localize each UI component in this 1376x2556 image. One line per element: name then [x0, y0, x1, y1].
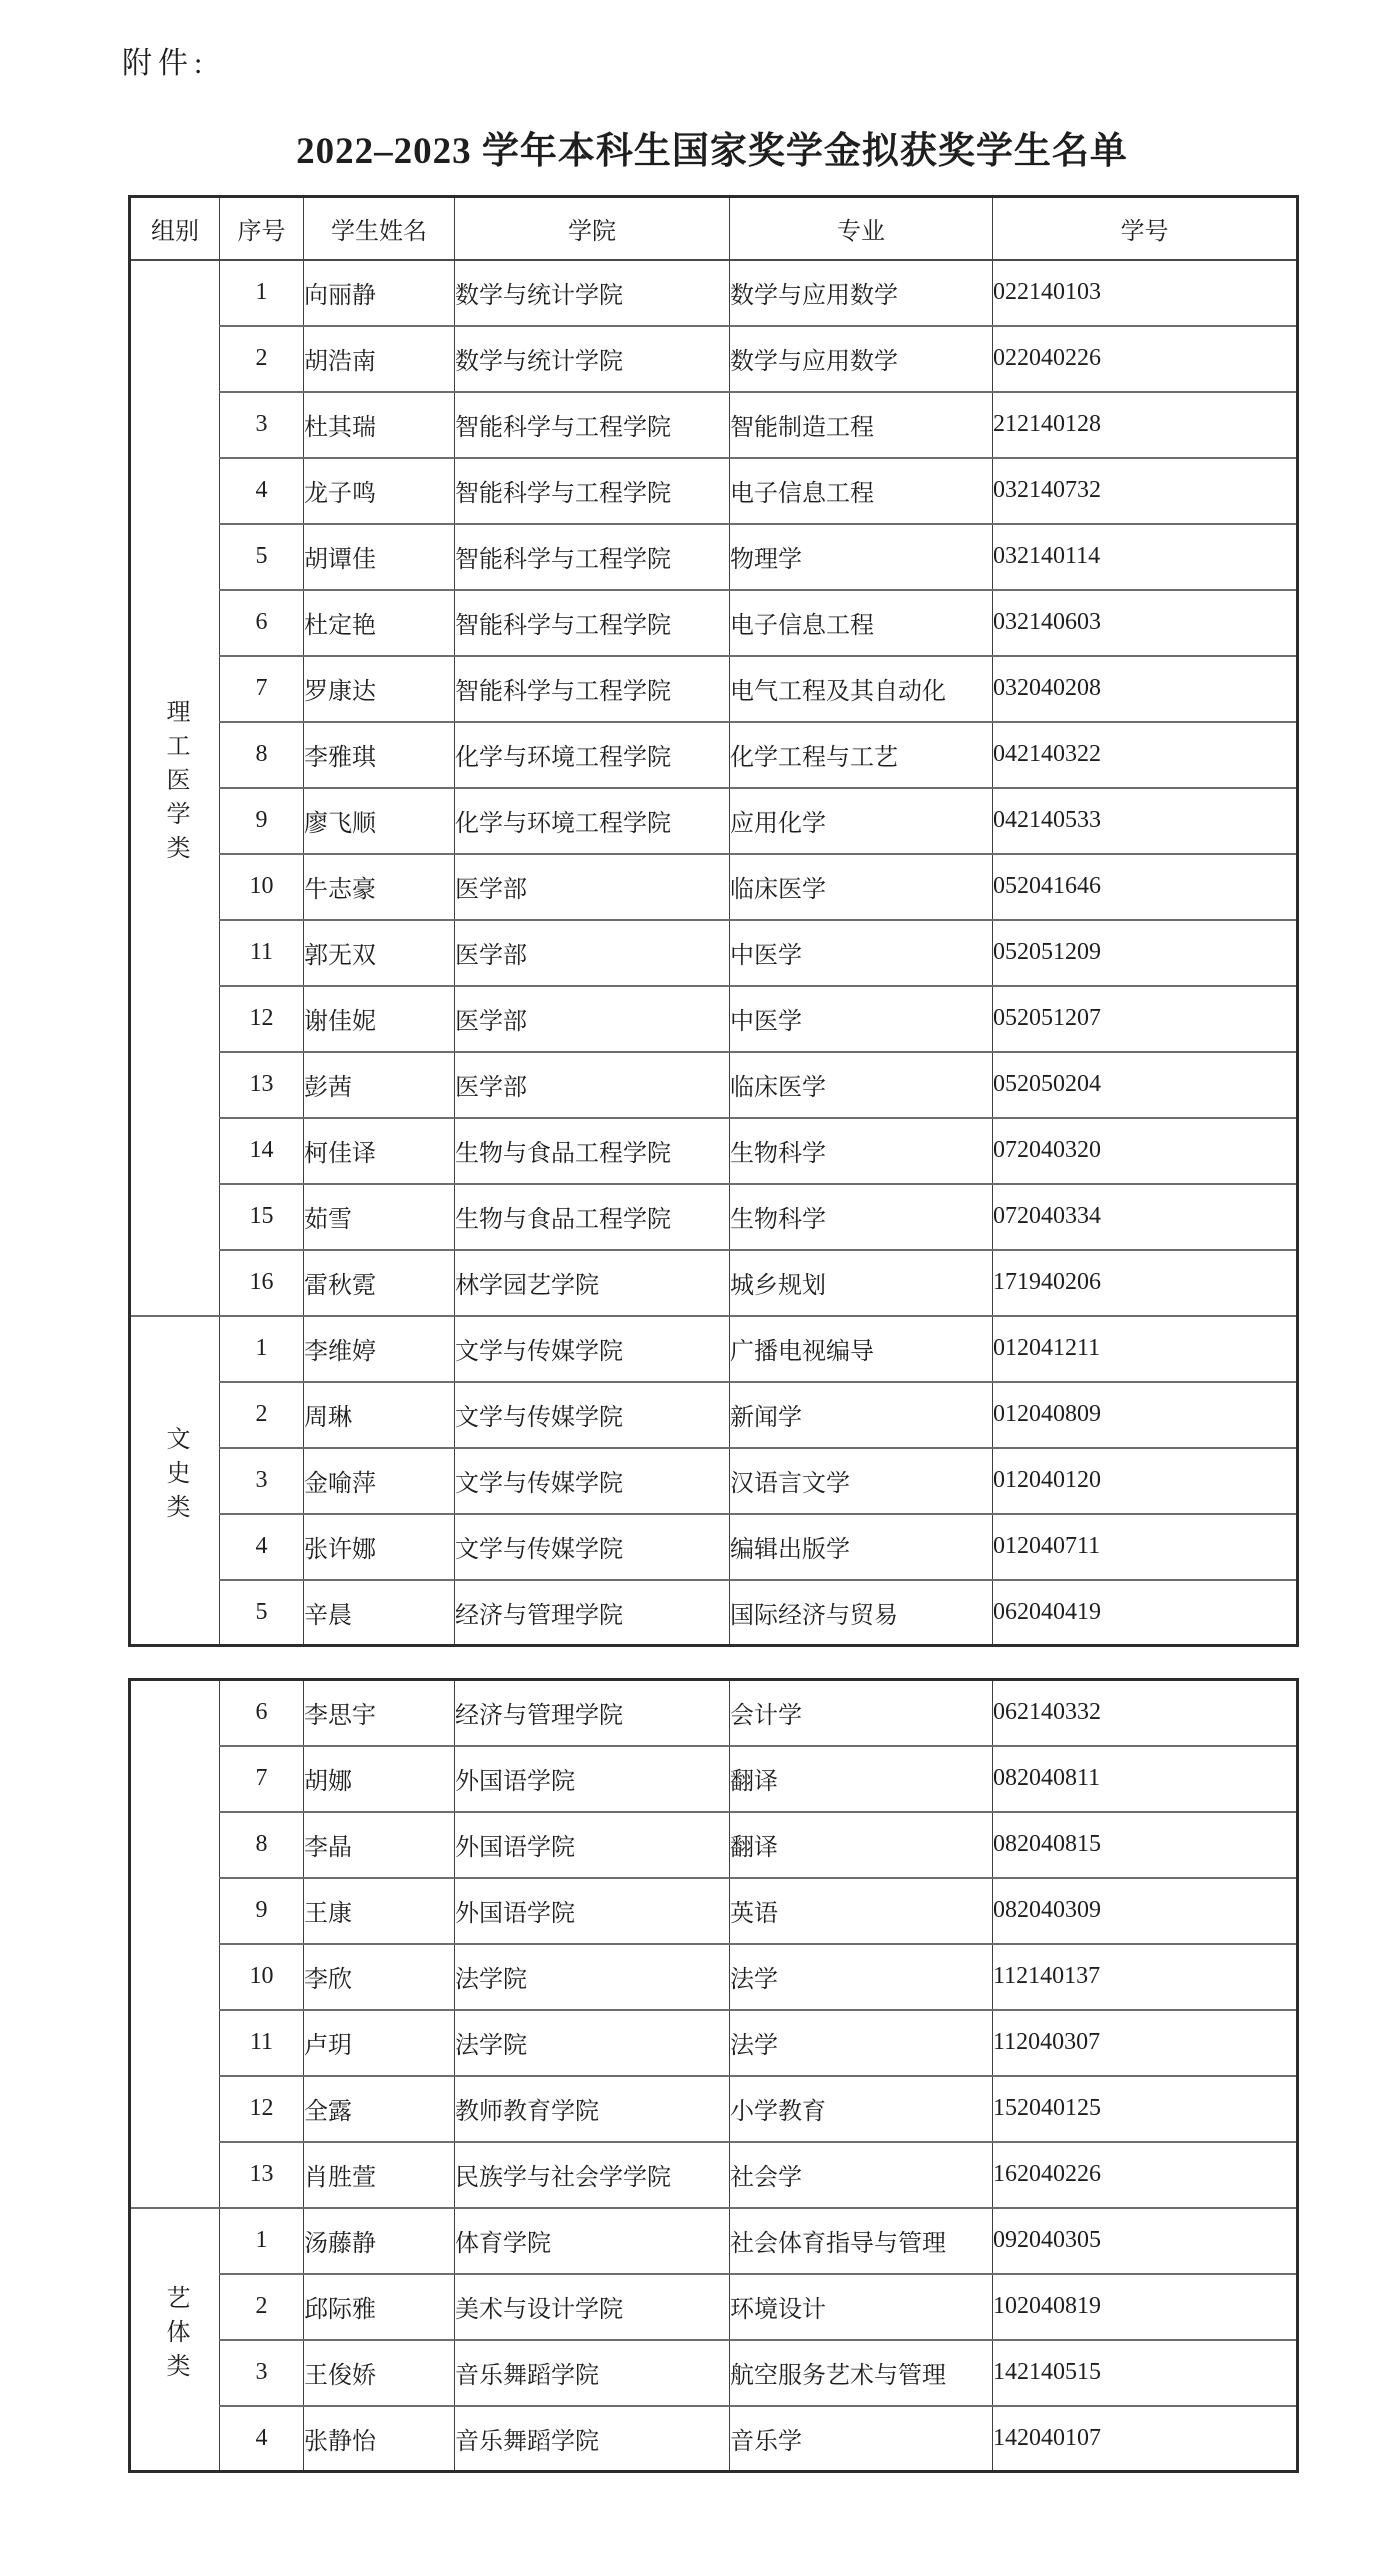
table-row: [130, 722, 1298, 788]
student-name-cell: 李晶: [304, 1812, 455, 1878]
major-cell: 电气工程及其自动化: [730, 656, 993, 722]
index-cell: 4: [220, 458, 304, 524]
student-name-cell: 谢佳妮: [304, 986, 455, 1052]
major-cell: 中医学: [730, 920, 993, 986]
column-header: 学号: [993, 197, 1298, 260]
student-id-cell: 012040809: [993, 1382, 1298, 1448]
college-cell: 音乐舞蹈学院: [455, 2406, 730, 2472]
student-name-cell: 杜定艳: [304, 590, 455, 656]
table-row: [130, 1052, 1298, 1118]
table-row: [130, 2076, 1298, 2142]
college-cell: 文学与传媒学院: [455, 1448, 730, 1514]
college-cell: 医学部: [455, 986, 730, 1052]
attachment-label: 附件:: [122, 47, 209, 80]
major-cell: 翻译: [730, 1812, 993, 1878]
scholarship-table-1: [128, 195, 1299, 1647]
table-row: [130, 656, 1298, 722]
index-cell: 12: [220, 986, 304, 1052]
college-cell: 外国语学院: [455, 1812, 730, 1878]
student-name-cell: 肖胜萱: [304, 2142, 455, 2208]
major-cell: 法学: [730, 1944, 993, 2010]
student-id-cell: 022140103: [993, 260, 1298, 326]
table-row: [130, 1250, 1298, 1316]
major-cell: 新闻学: [730, 1382, 993, 1448]
student-name-cell: 胡浩南: [304, 326, 455, 392]
college-cell: 医学部: [455, 920, 730, 986]
group-label: 理工医学类: [162, 699, 188, 869]
major-cell: 翻译: [730, 1746, 993, 1812]
student-name-cell: 罗康达: [304, 656, 455, 722]
student-name-cell: 邱际雅: [304, 2274, 455, 2340]
college-cell: 化学与环境工程学院: [455, 722, 730, 788]
student-name-cell: 张许娜: [304, 1514, 455, 1580]
major-cell: 生物科学: [730, 1118, 993, 1184]
table-row: [130, 524, 1298, 590]
college-cell: 数学与统计学院: [455, 326, 730, 392]
student-id-cell: 062040419: [993, 1580, 1298, 1646]
college-cell: 外国语学院: [455, 1746, 730, 1812]
column-header: 学院: [455, 197, 730, 260]
college-cell: 智能科学与工程学院: [455, 590, 730, 656]
student-id-cell: 032140603: [993, 590, 1298, 656]
index-cell: 12: [220, 2076, 304, 2142]
college-cell: 文学与传媒学院: [455, 1514, 730, 1580]
index-cell: 8: [220, 1812, 304, 1878]
table-row: [130, 1316, 1298, 1382]
student-id-cell: 082040815: [993, 1812, 1298, 1878]
table-row: [130, 590, 1298, 656]
table-row: [130, 788, 1298, 854]
table-row: [130, 1448, 1298, 1514]
table-row: [130, 326, 1298, 392]
college-cell: 法学院: [455, 2010, 730, 2076]
college-cell: 音乐舞蹈学院: [455, 2340, 730, 2406]
index-cell: 4: [220, 2406, 304, 2472]
major-cell: 音乐学: [730, 2406, 993, 2472]
table-row: [130, 2340, 1298, 2406]
major-cell: 编辑出版学: [730, 1514, 993, 1580]
major-cell: 临床医学: [730, 854, 993, 920]
student-id-cell: 032140732: [993, 458, 1298, 524]
major-cell: 物理学: [730, 524, 993, 590]
student-name-cell: 金喻萍: [304, 1448, 455, 1514]
group-cell: [130, 1680, 220, 2208]
student-name-cell: 杜其瑞: [304, 392, 455, 458]
major-cell: 数学与应用数学: [730, 260, 993, 326]
major-cell: 临床医学: [730, 1052, 993, 1118]
major-cell: 广播电视编导: [730, 1316, 993, 1382]
page-title: 2022–2023 学年本科生国家奖学金拟获奖学生名单: [296, 131, 1128, 172]
student-name-cell: 王康: [304, 1878, 455, 1944]
student-name-cell: 张静怡: [304, 2406, 455, 2472]
college-cell: 法学院: [455, 1944, 730, 2010]
index-cell: 2: [220, 2274, 304, 2340]
index-cell: 6: [220, 590, 304, 656]
college-cell: 文学与传媒学院: [455, 1316, 730, 1382]
student-name-cell: 廖飞顺: [304, 788, 455, 854]
student-name-cell: 龙子鸣: [304, 458, 455, 524]
index-cell: 1: [220, 2208, 304, 2274]
student-name-cell: 向丽静: [304, 260, 455, 326]
table-row: [130, 854, 1298, 920]
student-name-cell: 茹雪: [304, 1184, 455, 1250]
table-row: [130, 2274, 1298, 2340]
table-row: [130, 392, 1298, 458]
table-row: [130, 1812, 1298, 1878]
college-cell: 智能科学与工程学院: [455, 656, 730, 722]
student-name-cell: 牛志豪: [304, 854, 455, 920]
table-row: [130, 1118, 1298, 1184]
student-name-cell: 李思宇: [304, 1680, 455, 1746]
table-row: [130, 1580, 1298, 1646]
student-name-cell: 郭无双: [304, 920, 455, 986]
table-row: [130, 1746, 1298, 1812]
student-id-cell: 102040819: [993, 2274, 1298, 2340]
major-cell: 会计学: [730, 1680, 993, 1746]
column-header: 序号: [220, 197, 304, 260]
column-header: 专业: [730, 197, 993, 260]
index-cell: 1: [220, 260, 304, 326]
college-cell: 民族学与社会学学院: [455, 2142, 730, 2208]
table-row: [130, 2142, 1298, 2208]
column-header: 组别: [130, 197, 220, 260]
student-id-cell: 142140515: [993, 2340, 1298, 2406]
major-cell: 化学工程与工艺: [730, 722, 993, 788]
group-cell: [130, 2208, 220, 2472]
index-cell: 13: [220, 1052, 304, 1118]
student-name-cell: 彭茜: [304, 1052, 455, 1118]
student-id-cell: 062140332: [993, 1680, 1298, 1746]
index-cell: 3: [220, 392, 304, 458]
major-cell: 航空服务艺术与管理: [730, 2340, 993, 2406]
major-cell: 汉语言文学: [730, 1448, 993, 1514]
major-cell: 国际经济与贸易: [730, 1580, 993, 1646]
student-id-cell: 042140533: [993, 788, 1298, 854]
college-cell: 经济与管理学院: [455, 1680, 730, 1746]
major-cell: 社会学: [730, 2142, 993, 2208]
college-cell: 经济与管理学院: [455, 1580, 730, 1646]
index-cell: 9: [220, 788, 304, 854]
index-cell: 2: [220, 1382, 304, 1448]
student-id-cell: 112140137: [993, 1944, 1298, 2010]
student-id-cell: 212140128: [993, 392, 1298, 458]
index-cell: 5: [220, 1580, 304, 1646]
college-cell: 文学与传媒学院: [455, 1382, 730, 1448]
index-cell: 15: [220, 1184, 304, 1250]
student-id-cell: 152040125: [993, 2076, 1298, 2142]
student-name-cell: 周琳: [304, 1382, 455, 1448]
college-cell: 体育学院: [455, 2208, 730, 2274]
index-cell: 7: [220, 656, 304, 722]
student-name-cell: 李雅琪: [304, 722, 455, 788]
table-row: [130, 920, 1298, 986]
student-name-cell: 李维婷: [304, 1316, 455, 1382]
table-row: [130, 1680, 1298, 1746]
index-cell: 10: [220, 854, 304, 920]
student-name-cell: 辛晨: [304, 1580, 455, 1646]
index-cell: 5: [220, 524, 304, 590]
major-cell: 智能制造工程: [730, 392, 993, 458]
college-cell: 生物与食品工程学院: [455, 1118, 730, 1184]
college-cell: 数学与统计学院: [455, 260, 730, 326]
major-cell: 电子信息工程: [730, 590, 993, 656]
student-name-cell: 雷秋霓: [304, 1250, 455, 1316]
index-cell: 2: [220, 326, 304, 392]
student-name-cell: 王俊娇: [304, 2340, 455, 2406]
student-id-cell: 012040120: [993, 1448, 1298, 1514]
student-id-cell: 171940206: [993, 1250, 1298, 1316]
student-id-cell: 052041646: [993, 854, 1298, 920]
group-label: 文史类: [162, 1425, 188, 1528]
student-id-cell: 052051209: [993, 920, 1298, 986]
index-cell: 7: [220, 1746, 304, 1812]
student-name-cell: 柯佳译: [304, 1118, 455, 1184]
student-name-cell: 胡娜: [304, 1746, 455, 1812]
major-cell: 社会体育指导与管理: [730, 2208, 993, 2274]
college-cell: 美术与设计学院: [455, 2274, 730, 2340]
scholarship-table-2: [128, 1678, 1299, 2473]
group-cell: [130, 260, 220, 1316]
student-name-cell: 汤藤静: [304, 2208, 455, 2274]
index-cell: 3: [220, 1448, 304, 1514]
index-cell: 11: [220, 2010, 304, 2076]
index-cell: 10: [220, 1944, 304, 2010]
student-id-cell: 012040711: [993, 1514, 1298, 1580]
index-cell: 11: [220, 920, 304, 986]
index-cell: 9: [220, 1878, 304, 1944]
student-id-cell: 072040334: [993, 1184, 1298, 1250]
college-cell: 医学部: [455, 854, 730, 920]
student-id-cell: 032140114: [993, 524, 1298, 590]
table-row: [130, 2208, 1298, 2274]
group-cell: [130, 1316, 220, 1646]
college-cell: 智能科学与工程学院: [455, 392, 730, 458]
index-cell: 6: [220, 1680, 304, 1746]
student-id-cell: 092040305: [993, 2208, 1298, 2274]
student-id-cell: 042140322: [993, 722, 1298, 788]
major-cell: 中医学: [730, 986, 993, 1052]
student-id-cell: 162040226: [993, 2142, 1298, 2208]
student-id-cell: 022040226: [993, 326, 1298, 392]
student-id-cell: 052050204: [993, 1052, 1298, 1118]
major-cell: 电子信息工程: [730, 458, 993, 524]
college-cell: 教师教育学院: [455, 2076, 730, 2142]
major-cell: 数学与应用数学: [730, 326, 993, 392]
student-id-cell: 112040307: [993, 2010, 1298, 2076]
table-row: [130, 1944, 1298, 2010]
student-id-cell: 082040309: [993, 1878, 1298, 1944]
college-cell: 外国语学院: [455, 1878, 730, 1944]
major-cell: 生物科学: [730, 1184, 993, 1250]
student-name-cell: 全露: [304, 2076, 455, 2142]
major-cell: 英语: [730, 1878, 993, 1944]
table-row: [130, 986, 1298, 1052]
table-row: [130, 2010, 1298, 2076]
table-row: [130, 1382, 1298, 1448]
group-label: 艺体类: [162, 2284, 188, 2387]
student-name-cell: 卢玥: [304, 2010, 455, 2076]
student-id-cell: 142040107: [993, 2406, 1298, 2472]
college-cell: 智能科学与工程学院: [455, 458, 730, 524]
table-row: [130, 260, 1298, 326]
table-row: [130, 1184, 1298, 1250]
table-row: [130, 1514, 1298, 1580]
student-id-cell: 072040320: [993, 1118, 1298, 1184]
student-name-cell: 胡谭佳: [304, 524, 455, 590]
major-cell: 法学: [730, 2010, 993, 2076]
table-row: [130, 1878, 1298, 1944]
student-name-cell: 李欣: [304, 1944, 455, 2010]
student-id-cell: 032040208: [993, 656, 1298, 722]
college-cell: 林学园艺学院: [455, 1250, 730, 1316]
index-cell: 4: [220, 1514, 304, 1580]
header-row: [130, 197, 1298, 260]
index-cell: 16: [220, 1250, 304, 1316]
college-cell: 生物与食品工程学院: [455, 1184, 730, 1250]
index-cell: 14: [220, 1118, 304, 1184]
college-cell: 化学与环境工程学院: [455, 788, 730, 854]
student-id-cell: 012041211: [993, 1316, 1298, 1382]
student-id-cell: 052051207: [993, 986, 1298, 1052]
college-cell: 智能科学与工程学院: [455, 524, 730, 590]
column-header: 学生姓名: [304, 197, 455, 260]
student-id-cell: 082040811: [993, 1746, 1298, 1812]
major-cell: 小学教育: [730, 2076, 993, 2142]
index-cell: 3: [220, 2340, 304, 2406]
major-cell: 应用化学: [730, 788, 993, 854]
index-cell: 1: [220, 1316, 304, 1382]
table-row: [130, 2406, 1298, 2472]
major-cell: 城乡规划: [730, 1250, 993, 1316]
table-row: [130, 458, 1298, 524]
college-cell: 医学部: [455, 1052, 730, 1118]
major-cell: 环境设计: [730, 2274, 993, 2340]
index-cell: 8: [220, 722, 304, 788]
index-cell: 13: [220, 2142, 304, 2208]
